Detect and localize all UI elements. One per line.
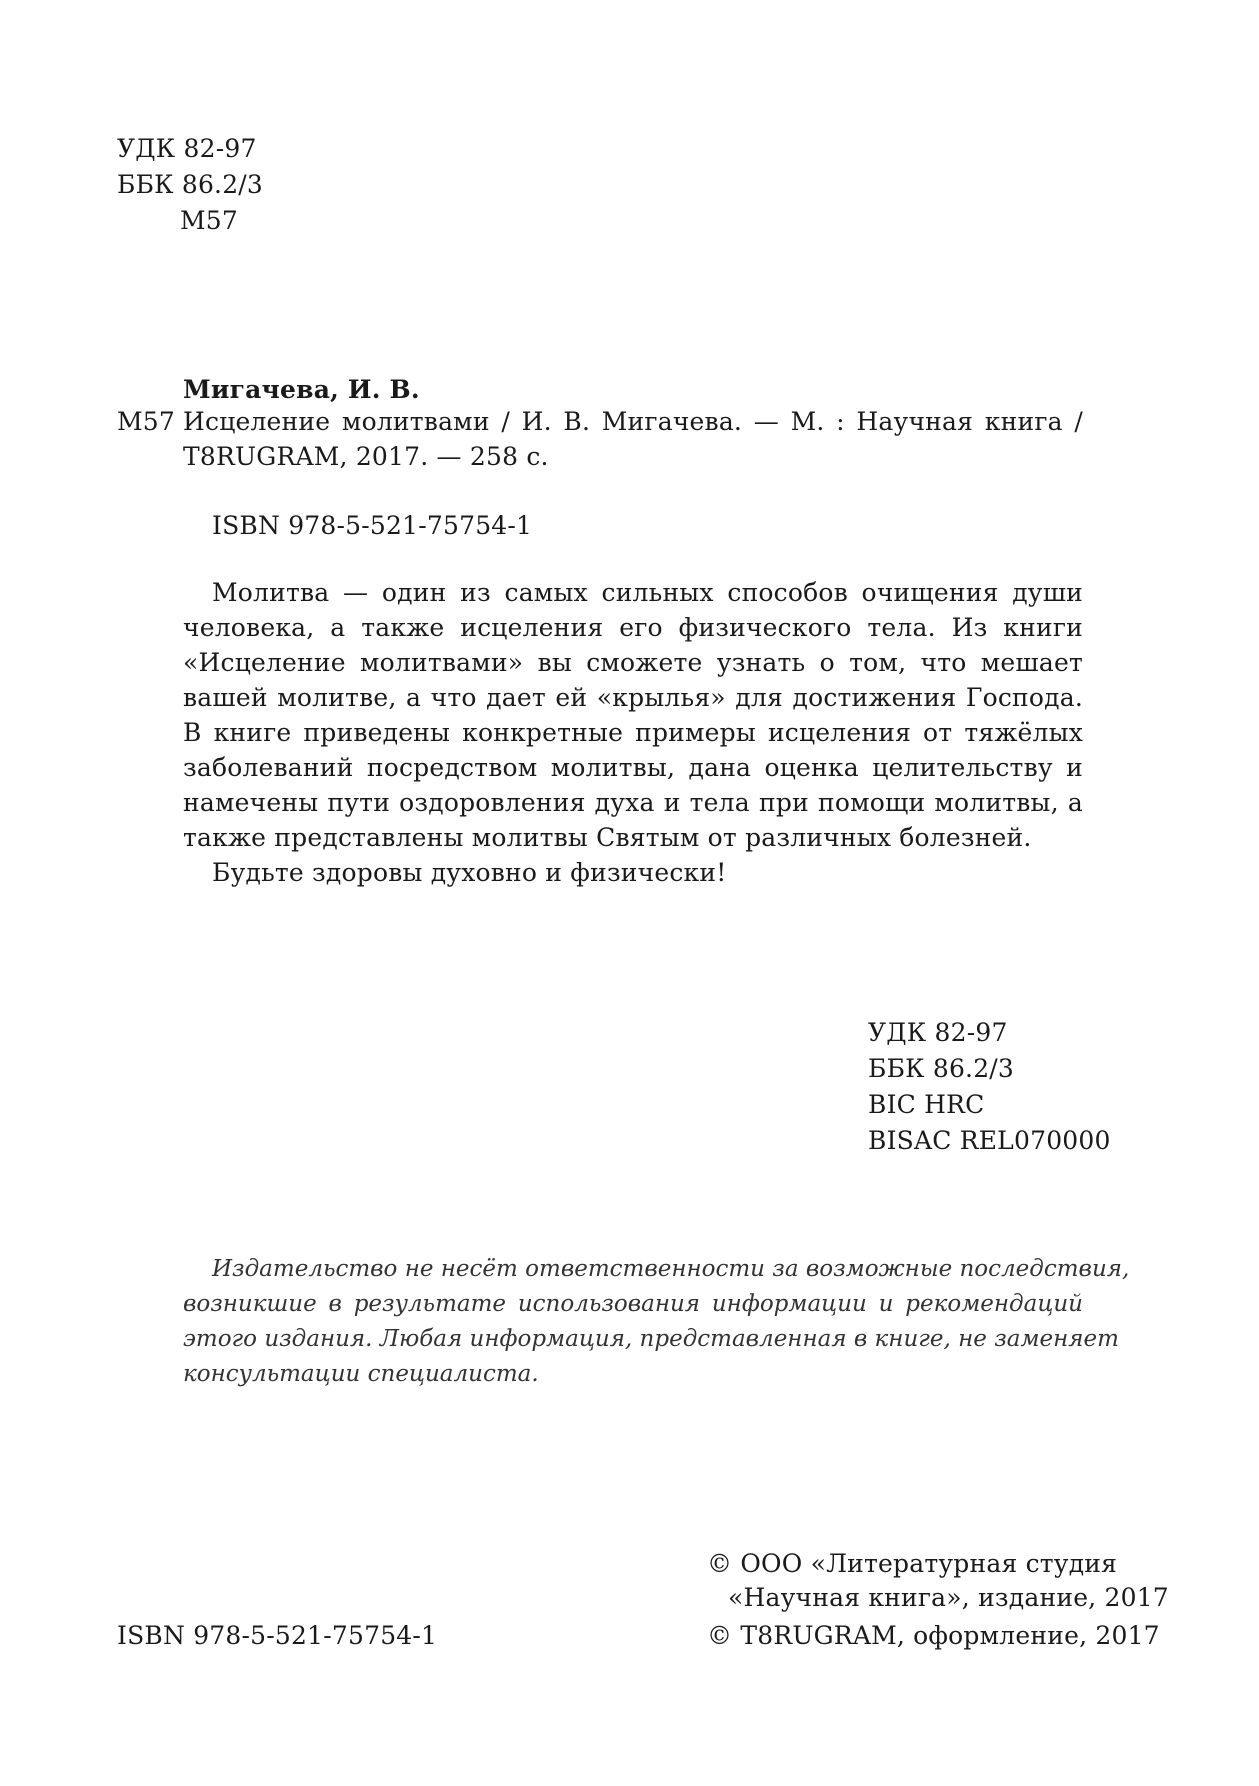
bib-title-line-1: Исцеление молитвами / И. В. Мигачева. — М. : Научная книга / (183, 407, 1083, 436)
abstract-line: вашей молитве, а что дает ей «крылья» для достижения Господа. (183, 683, 1083, 712)
abstract-line: заболеваний посредством молитвы, дана оценка целительству и (183, 753, 1083, 782)
top-udk: УДК 82-97 (117, 134, 257, 163)
copyright-publisher-line-1: © ООО «Литературная студия (707, 1549, 1118, 1578)
class-bic: BIC HRC (868, 1090, 985, 1119)
abstract-line: человека, а также исцеления его физического тела. Из книги (183, 613, 1083, 642)
bib-author-mark: М57 (117, 407, 176, 436)
disclaimer-last-line: консультации специалиста. (183, 1361, 539, 1387)
footer-isbn: ISBN 978-5-521-75754-1 (117, 1621, 438, 1650)
class-bisac: BISAC REL070000 (868, 1126, 1111, 1155)
abstract-line: В книге приведены конкретные примеры исцеления от тяжёлых (183, 718, 1083, 747)
abstract-line: Молитва — один из самых сильных способов очищения души (212, 578, 1083, 607)
author-name: Мигачева, И. В. (183, 375, 420, 404)
disclaimer-line: этого издания. Любая информация, представленная в книге, не заменяет (183, 1326, 1119, 1352)
class-bbk: ББК 86.2/3 (868, 1054, 1015, 1083)
copyright-design: © T8RUGRAM, оформление, 2017 (707, 1621, 1160, 1650)
top-author-mark: М57 (180, 206, 239, 235)
disclaimer-line: Издательство не несёт ответственности за возможные последствия, (212, 1256, 1130, 1282)
class-udk: УДК 82-97 (868, 1018, 1008, 1047)
top-bbk: ББК 86.2/3 (117, 170, 264, 199)
bib-isbn: ISBN 978-5-521-75754-1 (212, 511, 533, 540)
abstract-line: «Исцеление молитвами» вы сможете узнать о том, что мешает (183, 648, 1083, 677)
bib-title-line-2: T8RUGRAM, 2017. — 258 с. (183, 442, 549, 471)
abstract-closing: Будьте здоровы духовно и физически! (212, 858, 727, 887)
copyright-publisher-line-2: «Научная книга», издание, 2017 (728, 1583, 1169, 1612)
abstract-last-line: также представлены молитвы Святым от различных болезней. (183, 823, 1032, 852)
abstract-line: намечены пути оздоровления духа и тела при помощи молитвы, а (183, 788, 1083, 817)
disclaimer-line: возникшие в результате использования информации и рекомендаций (183, 1291, 1083, 1317)
